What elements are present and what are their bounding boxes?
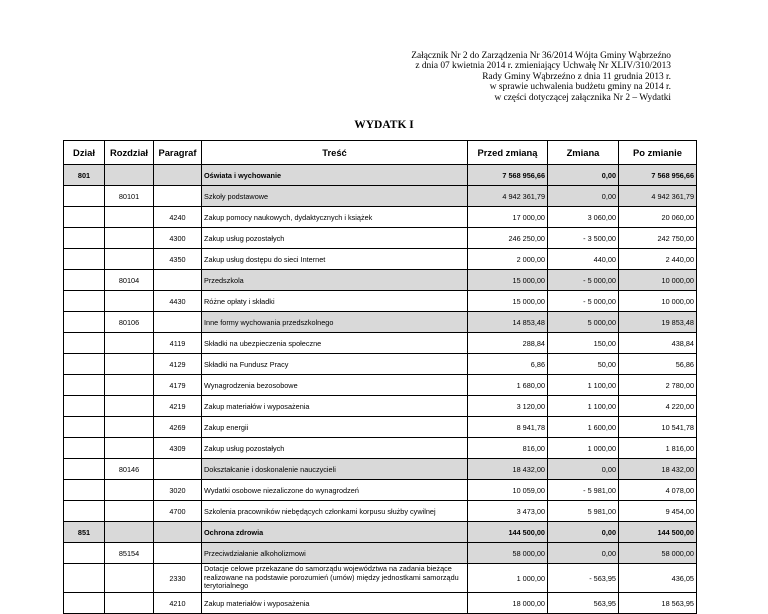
cell-dzial bbox=[64, 249, 105, 270]
table-row bbox=[64, 480, 697, 501]
cell-przed-zmiana: 6,86 bbox=[468, 354, 548, 375]
cell-paragraf: 4350 bbox=[154, 249, 202, 270]
cell-tresc: Składki na Fundusz Pracy bbox=[202, 354, 468, 375]
table-row bbox=[64, 459, 697, 480]
table-row bbox=[64, 186, 697, 207]
header-line: w części dotyczącej załącznika Nr 2 – Wydatki bbox=[494, 92, 671, 103]
table-row bbox=[64, 375, 697, 396]
cell-rozdzial: 85154 bbox=[105, 543, 154, 564]
table-row bbox=[64, 270, 697, 291]
cell-paragraf: 4700 bbox=[154, 501, 202, 522]
cell-rozdzial bbox=[105, 249, 154, 270]
cell-przed-zmiana: 144 500,00 bbox=[468, 522, 548, 543]
cell-paragraf: 3020 bbox=[154, 480, 202, 501]
cell-po-zmianie: 19 853,48 bbox=[619, 312, 697, 333]
cell-tresc: Przeciwdziałanie alkoholizmowi bbox=[202, 543, 468, 564]
cell-tresc: Składki na ubezpieczenia społeczne bbox=[202, 333, 468, 354]
cell-przed-zmiana: 4 942 361,79 bbox=[468, 186, 548, 207]
cell-paragraf: 4129 bbox=[154, 354, 202, 375]
cell-zmiana: 1 100,00 bbox=[548, 375, 619, 396]
cell-tresc: Różne opłaty i składki bbox=[202, 291, 468, 312]
cell-tresc: Szkolenia pracowników niebędących członkami korpusu służby cywilnej bbox=[202, 501, 468, 522]
cell-zmiana: - 563,95 bbox=[548, 564, 619, 593]
cell-przed-zmiana: 1 680,00 bbox=[468, 375, 548, 396]
table-row bbox=[64, 593, 697, 614]
table-row bbox=[64, 417, 697, 438]
cell-dzial bbox=[64, 354, 105, 375]
cell-zmiana: 1 100,00 bbox=[548, 396, 619, 417]
cell-tresc: Zakup usług pozostałych bbox=[202, 228, 468, 249]
cell-rozdzial: 80146 bbox=[105, 459, 154, 480]
table-row bbox=[64, 165, 697, 186]
cell-tresc: Przedszkola bbox=[202, 270, 468, 291]
cell-zmiana: 150,00 bbox=[548, 333, 619, 354]
cell-dzial bbox=[64, 207, 105, 228]
cell-rozdzial bbox=[105, 501, 154, 522]
cell-po-zmianie: 7 568 956,66 bbox=[619, 165, 697, 186]
cell-paragraf bbox=[154, 312, 202, 333]
cell-po-zmianie: 10 000,00 bbox=[619, 291, 697, 312]
header-line: z dnia 07 kwietnia 2014 r. zmieniający Uchwałę Nr XLIV/310/2013 bbox=[415, 61, 671, 72]
cell-po-zmianie: 4 078,00 bbox=[619, 480, 697, 501]
cell-dzial bbox=[64, 543, 105, 564]
cell-po-zmianie: 242 750,00 bbox=[619, 228, 697, 249]
column-header-po-zmianie: Po zmianie bbox=[619, 141, 697, 165]
cell-zmiana: 3 060,00 bbox=[548, 207, 619, 228]
cell-przed-zmiana: 816,00 bbox=[468, 438, 548, 459]
header-line: Rady Gminy Wąbrzeźno z dnia 11 grudnia 2013 r. bbox=[482, 71, 671, 82]
cell-zmiana: 0,00 bbox=[548, 186, 619, 207]
cell-paragraf: 4300 bbox=[154, 228, 202, 249]
table-row bbox=[64, 333, 697, 354]
cell-zmiana: 440,00 bbox=[548, 249, 619, 270]
cell-dzial bbox=[64, 438, 105, 459]
cell-przed-zmiana: 14 853,48 bbox=[468, 312, 548, 333]
cell-zmiana: 5 981,00 bbox=[548, 501, 619, 522]
cell-dzial bbox=[64, 312, 105, 333]
cell-przed-zmiana: 3 120,00 bbox=[468, 396, 548, 417]
cell-rozdzial bbox=[105, 228, 154, 249]
table-body bbox=[64, 165, 697, 614]
cell-paragraf bbox=[154, 522, 202, 543]
cell-rozdzial bbox=[105, 291, 154, 312]
cell-przed-zmiana: 7 568 956,66 bbox=[468, 165, 548, 186]
column-header-rozdzial: Rozdział bbox=[105, 141, 154, 165]
cell-dzial bbox=[64, 375, 105, 396]
cell-przed-zmiana: 8 941,78 bbox=[468, 417, 548, 438]
cell-paragraf: 4179 bbox=[154, 375, 202, 396]
cell-rozdzial bbox=[105, 417, 154, 438]
cell-paragraf bbox=[154, 270, 202, 291]
cell-tresc: Oświata i wychowanie bbox=[202, 165, 468, 186]
cell-po-zmianie: 144 500,00 bbox=[619, 522, 697, 543]
cell-zmiana: 0,00 bbox=[548, 522, 619, 543]
cell-rozdzial bbox=[105, 480, 154, 501]
cell-paragraf: 4119 bbox=[154, 333, 202, 354]
cell-rozdzial bbox=[105, 522, 154, 543]
header-line: Załącznik Nr 2 do Zarządzenia Nr 36/2014 Wójta Gminy Wąbrzeźno bbox=[411, 51, 671, 61]
cell-zmiana: 1 600,00 bbox=[548, 417, 619, 438]
cell-tresc: Zakup usług pozostałych bbox=[202, 438, 468, 459]
document-header bbox=[291, 51, 671, 103]
cell-zmiana: 0,00 bbox=[548, 459, 619, 480]
cell-po-zmianie: 18 432,00 bbox=[619, 459, 697, 480]
cell-dzial bbox=[64, 291, 105, 312]
cell-po-zmianie: 56,86 bbox=[619, 354, 697, 375]
table-row bbox=[64, 291, 697, 312]
column-header-przed-zmiana: Przed zmianą bbox=[468, 141, 548, 165]
cell-tresc: Szkoły podstawowe bbox=[202, 186, 468, 207]
cell-po-zmianie: 4 220,00 bbox=[619, 396, 697, 417]
cell-zmiana: 1 000,00 bbox=[548, 438, 619, 459]
cell-rozdzial bbox=[105, 207, 154, 228]
cell-dzial bbox=[64, 228, 105, 249]
cell-po-zmianie: 18 563,95 bbox=[619, 593, 697, 614]
cell-po-zmianie: 1 816,00 bbox=[619, 438, 697, 459]
cell-dzial bbox=[64, 593, 105, 614]
cell-po-zmianie: 9 454,00 bbox=[619, 501, 697, 522]
cell-dzial bbox=[64, 186, 105, 207]
cell-tresc: Dotacje celowe przekazane do samorządu województwa na zadania bieżące realizowane na podstawie porozumień (umów) między jednostkami samorządu terytorialnego bbox=[202, 564, 468, 593]
cell-dzial bbox=[64, 480, 105, 501]
cell-zmiana: - 5 981,00 bbox=[548, 480, 619, 501]
table-row bbox=[64, 249, 697, 270]
cell-rozdzial: 80101 bbox=[105, 186, 154, 207]
cell-rozdzial bbox=[105, 165, 154, 186]
cell-dzial bbox=[64, 501, 105, 522]
table-row bbox=[64, 228, 697, 249]
cell-po-zmianie: 58 000,00 bbox=[619, 543, 697, 564]
table-row bbox=[64, 396, 697, 417]
cell-po-zmianie: 4 942 361,79 bbox=[619, 186, 697, 207]
cell-po-zmianie: 20 060,00 bbox=[619, 207, 697, 228]
cell-tresc: Dokształcanie i doskonalenie nauczycieli bbox=[202, 459, 468, 480]
cell-paragraf: 2330 bbox=[154, 564, 202, 593]
cell-paragraf: 4269 bbox=[154, 417, 202, 438]
cell-przed-zmiana: 10 059,00 bbox=[468, 480, 548, 501]
cell-zmiana: - 3 500,00 bbox=[548, 228, 619, 249]
column-header-dzial: Dział bbox=[64, 141, 105, 165]
cell-rozdzial: 80106 bbox=[105, 312, 154, 333]
cell-paragraf: 4309 bbox=[154, 438, 202, 459]
cell-po-zmianie: 10 000,00 bbox=[619, 270, 697, 291]
cell-przed-zmiana: 288,84 bbox=[468, 333, 548, 354]
table-row bbox=[64, 564, 697, 593]
table-row bbox=[64, 501, 697, 522]
table-row bbox=[64, 207, 697, 228]
cell-przed-zmiana: 17 000,00 bbox=[468, 207, 548, 228]
table-row bbox=[64, 438, 697, 459]
cell-po-zmianie: 436,05 bbox=[619, 564, 697, 593]
table-row bbox=[64, 354, 697, 375]
header-line: w sprawie uchwalenia budżetu gminy na 2014 r. bbox=[489, 82, 671, 93]
cell-paragraf: 4240 bbox=[154, 207, 202, 228]
cell-tresc: Ochrona zdrowia bbox=[202, 522, 468, 543]
cell-przed-zmiana: 2 000,00 bbox=[468, 249, 548, 270]
cell-tresc: Inne formy wychowania przedszkolnego bbox=[202, 312, 468, 333]
cell-dzial bbox=[64, 564, 105, 593]
cell-rozdzial bbox=[105, 438, 154, 459]
table-row bbox=[64, 312, 697, 333]
cell-rozdzial: 80104 bbox=[105, 270, 154, 291]
cell-paragraf bbox=[154, 186, 202, 207]
cell-zmiana: 0,00 bbox=[548, 543, 619, 564]
cell-przed-zmiana: 246 250,00 bbox=[468, 228, 548, 249]
cell-rozdzial bbox=[105, 375, 154, 396]
cell-rozdzial bbox=[105, 333, 154, 354]
table-row bbox=[64, 522, 697, 543]
cell-tresc: Zakup materiałów i wyposażenia bbox=[202, 396, 468, 417]
cell-paragraf bbox=[154, 459, 202, 480]
cell-zmiana: 0,00 bbox=[548, 165, 619, 186]
cell-paragraf bbox=[154, 165, 202, 186]
cell-dzial: 801 bbox=[64, 165, 105, 186]
column-header-tresc: Treść bbox=[202, 141, 468, 165]
cell-po-zmianie: 438,84 bbox=[619, 333, 697, 354]
cell-po-zmianie: 10 541,78 bbox=[619, 417, 697, 438]
cell-przed-zmiana: 18 432,00 bbox=[468, 459, 548, 480]
cell-tresc: Zakup materiałów i wyposażenia bbox=[202, 593, 468, 614]
cell-dzial bbox=[64, 459, 105, 480]
cell-przed-zmiana: 15 000,00 bbox=[468, 291, 548, 312]
table-row bbox=[64, 543, 697, 564]
column-header-paragraf: Paragraf bbox=[154, 141, 202, 165]
cell-dzial bbox=[64, 417, 105, 438]
cell-paragraf: 4430 bbox=[154, 291, 202, 312]
cell-zmiana: 5 000,00 bbox=[548, 312, 619, 333]
cell-tresc: Wynagrodzenia bezosobowe bbox=[202, 375, 468, 396]
cell-przed-zmiana: 3 473,00 bbox=[468, 501, 548, 522]
cell-tresc: Zakup energii bbox=[202, 417, 468, 438]
cell-po-zmianie: 2 440,00 bbox=[619, 249, 697, 270]
cell-dzial bbox=[64, 333, 105, 354]
cell-przed-zmiana: 1 000,00 bbox=[468, 564, 548, 593]
cell-dzial bbox=[64, 396, 105, 417]
cell-paragraf: 4210 bbox=[154, 593, 202, 614]
cell-przed-zmiana: 58 000,00 bbox=[468, 543, 548, 564]
cell-po-zmianie: 2 780,00 bbox=[619, 375, 697, 396]
cell-zmiana: - 5 000,00 bbox=[548, 291, 619, 312]
cell-rozdzial bbox=[105, 564, 154, 593]
table-header-row bbox=[64, 141, 697, 165]
page-title: WYDATK I bbox=[354, 119, 414, 131]
cell-dzial bbox=[64, 270, 105, 291]
cell-tresc: Wydatki osobowe niezaliczone do wynagrodzeń bbox=[202, 480, 468, 501]
cell-zmiana: 50,00 bbox=[548, 354, 619, 375]
cell-przed-zmiana: 18 000,00 bbox=[468, 593, 548, 614]
cell-rozdzial bbox=[105, 354, 154, 375]
cell-tresc: Zakup usług dostępu do sieci Internet bbox=[202, 249, 468, 270]
cell-dzial: 851 bbox=[64, 522, 105, 543]
cell-paragraf: 4219 bbox=[154, 396, 202, 417]
cell-tresc: Zakup pomocy naukowych, dydaktycznych i książek bbox=[202, 207, 468, 228]
cell-przed-zmiana: 15 000,00 bbox=[468, 270, 548, 291]
cell-zmiana: - 5 000,00 bbox=[548, 270, 619, 291]
cell-rozdzial bbox=[105, 396, 154, 417]
cell-zmiana: 563,95 bbox=[548, 593, 619, 614]
cell-rozdzial bbox=[105, 593, 154, 614]
column-header-zmiana: Zmiana bbox=[548, 141, 619, 165]
cell-paragraf bbox=[154, 543, 202, 564]
